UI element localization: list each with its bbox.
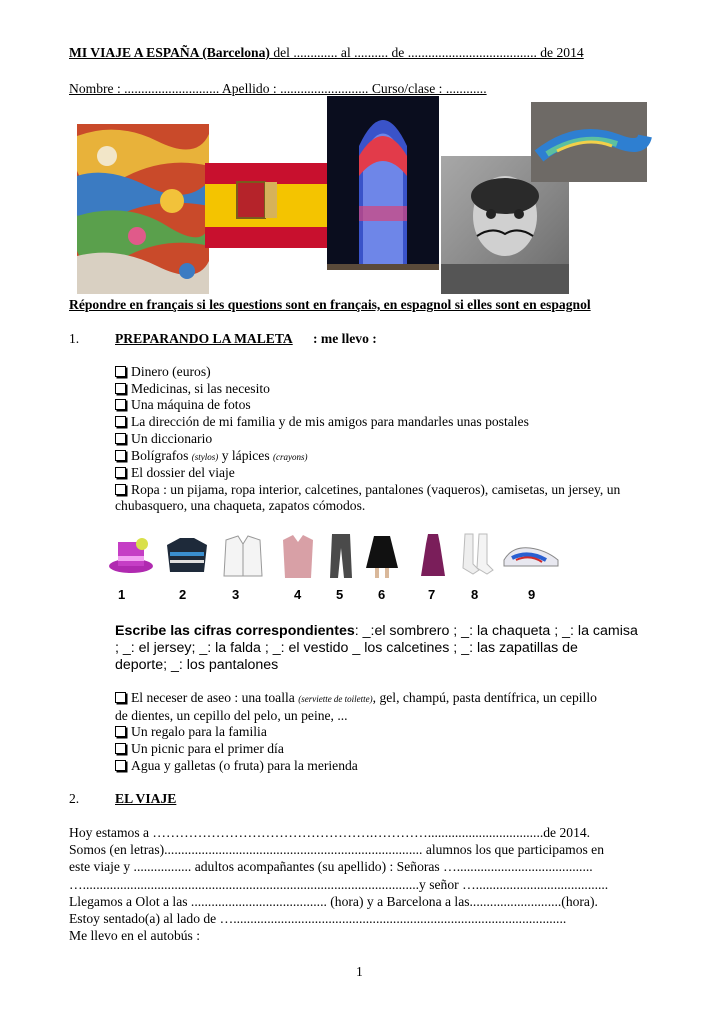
checkbox-icon[interactable]	[115, 743, 126, 754]
checkbox-icon[interactable]	[115, 692, 126, 703]
form-line-seat[interactable]: Estoy sentado(a) al lado de …..................................................................................................	[69, 911, 567, 927]
checkbox-icon[interactable]	[115, 450, 126, 461]
checkbox-icon[interactable]	[115, 383, 126, 394]
clothing-number: 6	[378, 587, 386, 602]
list-item: Un regalo para la familia	[115, 724, 597, 741]
clothing-number: 3	[232, 587, 240, 602]
clothing-number: 5	[336, 587, 344, 602]
socks-image	[457, 530, 497, 580]
shirt-image	[273, 530, 323, 580]
section2-number: 2.	[69, 791, 80, 806]
form-line-students[interactable]: Somos (en letras)............................................................................ alumnos los que participamos en	[69, 842, 605, 858]
title-dates: del ............. al .......... de ...................................... de 2014	[269, 45, 584, 60]
spain-flag-image	[205, 163, 336, 248]
clothing-number: 7	[428, 587, 436, 602]
list-item-continuation: de dientes, un cepillo del pelo, un peine, ...	[115, 707, 348, 723]
instruction: Répondre en français si les questions sont en français, en espagnol si elles sont en espagnol	[69, 297, 591, 312]
sneakers-image	[502, 530, 560, 580]
jacket-image	[218, 530, 268, 580]
list-item: Bolígrafos (stylos) y lápices (crayons)	[115, 448, 620, 466]
list-item: Dinero (euros)	[115, 364, 620, 381]
section1-number: 1.	[69, 331, 80, 346]
list-item: Un picnic para el primer día	[115, 741, 597, 758]
checkbox-icon[interactable]	[115, 760, 126, 771]
checkbox-icon[interactable]	[115, 467, 126, 478]
list-item: La dirección de mi familia y de mis amigos para mandarles unas postales	[115, 414, 620, 431]
viaje-form	[69, 824, 608, 944]
list-item: Agua y galletas (o fruta) para la merienda	[115, 758, 597, 775]
escribe-heading: Escribe las cifras correspondientes	[115, 623, 355, 639]
clothing-number: 8	[471, 587, 479, 602]
clothing-number: 4	[294, 587, 302, 602]
hat-image	[106, 530, 156, 580]
list-item: Ropa : un pijama, ropa interior, calcetines, pantalones (vaqueros), camisetas, un jersey, un	[115, 482, 620, 499]
form-line-names[interactable]: …...................................................................................................y señor ….......................................	[69, 876, 609, 892]
checkbox-icon[interactable]	[115, 433, 126, 444]
list-item: Medicinas, si las necesito	[115, 381, 620, 398]
dress-image	[418, 530, 448, 580]
checkbox-icon[interactable]	[115, 416, 126, 427]
list-item: Un diccionario	[115, 431, 620, 448]
title-main: MI VIAJE A ESPAÑA	[69, 45, 199, 60]
title-city: (Barcelona)	[202, 45, 270, 60]
packing-list	[115, 364, 620, 499]
clothing-number: 9	[528, 587, 536, 602]
form-line-bus: Me llevo en el autobús :	[69, 928, 200, 944]
escribe-line3: deporte; _: los pantalones	[115, 657, 279, 673]
clothing-number: 1	[118, 587, 126, 602]
checkbox-icon[interactable]	[115, 484, 126, 495]
list-item: Una máquina de fotos	[115, 397, 620, 414]
gaudi-lizard-image	[531, 102, 647, 182]
skirt-image	[362, 530, 402, 580]
clothing-number: 2	[179, 587, 187, 602]
photo-collage	[77, 96, 652, 294]
mosaic-image	[77, 124, 209, 294]
escribe-line2: ; _: el jersey; _: la falda ; _: el vestido _ los calcetines ; _: las zapatillas de	[115, 640, 578, 656]
trousers-image	[326, 530, 356, 580]
ropa-line2: chubasquero, una chaqueta, zapatos cómodos.	[115, 498, 366, 513]
checkbox-icon[interactable]	[115, 366, 126, 377]
checkbox-icon[interactable]	[115, 726, 126, 737]
list-item: El dossier del viaje	[115, 465, 620, 482]
section1-suffix: : me llevo :	[313, 331, 377, 346]
packing-list-2	[115, 690, 597, 775]
section2-title: EL VIAJE	[115, 791, 177, 806]
list-item: El neceser de aseo : una toalla (serviette de toilette), gel, champú, pasta dentífrica, un cepillo	[115, 690, 597, 708]
checkbox-icon[interactable]	[115, 399, 126, 410]
sweater-image	[162, 530, 212, 580]
torre-agbar-image	[327, 96, 439, 270]
page-number: 1	[356, 964, 363, 979]
section1-title: PREPARANDO LA MALETA	[115, 331, 293, 346]
form-line-times[interactable]: Llegamos a Olot a las ........................................ (hora) y a Barcelona a las...........................(hora).	[69, 893, 598, 909]
form-line-date[interactable]: Hoy estamos a ………………………………………….…………..................................de 2014.	[69, 825, 591, 840]
form-line-adults[interactable]: este viaje y ................. adultos acompañantes (su apellido) : Señoras …........................................	[69, 859, 593, 875]
name-line: Nombre : ............................ Apellido : .......................... Curso/clase : ............	[69, 81, 487, 96]
escribe-line1: : _:el sombrero ; _: la chaqueta ; _: la camisa	[354, 623, 638, 639]
